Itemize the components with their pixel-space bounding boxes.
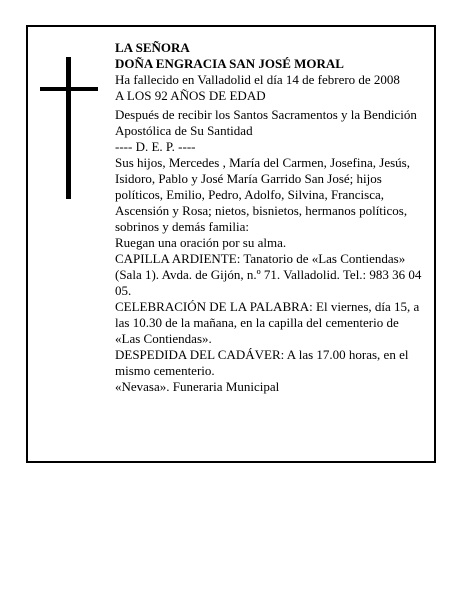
obituary-frame (26, 25, 436, 463)
deceased-name: DOÑA ENGRACIA SAN JOSÉ MORAL (115, 56, 344, 71)
cross-icon (66, 57, 71, 199)
obituary-text (115, 40, 427, 395)
age: A LOS 92 AÑOS DE EDAD (115, 88, 266, 103)
celebration-text: El viernes, día 15, a las 10.30 de la mañana, en la capilla del cementerio de «Las Contiendas». (115, 299, 420, 346)
chapel-label: CAPILLA ARDIENTE: (115, 251, 241, 266)
chapel-text: Tanatorio de «Las Contiendas» (Sala 1). Avda. de Gijón, n.º 71. Valladolid. Tel.: 983 36 04 05. (115, 251, 422, 298)
celebration-label: CELEBRACIÓN DE LA PALABRA: (115, 299, 313, 314)
funeral-home: «Nevasa». Funeraria Municipal (115, 379, 280, 394)
chapel-info (115, 251, 427, 299)
farewell-label: DESPEDIDA DEL CADÁVER: (115, 347, 285, 362)
sacraments: Después de recibir los Santos Sacramentos y la Bendición Apostólica de Su Santidad (115, 107, 417, 138)
cross-crossbar (40, 87, 98, 91)
farewell-text: A las 17.00 horas, en el mismo cementerio. (115, 347, 409, 378)
prayer-request: Ruegan una oración por su alma. (115, 235, 287, 250)
rip: ---- D. E. P. ---- (115, 139, 196, 154)
title-la-senora: LA SEÑORA (115, 40, 190, 55)
death-info: Ha fallecido en Valladolid el día 14 de febrero de 2008 (115, 72, 400, 87)
family-list: Sus hijos, Mercedes , María del Carmen, Josefina, Jesús, Isidoro, Pablo y José María Garrido San José; hijos políticos, Emilio, Pedro, Adolfo, Silvina, Francisca, Ascensión y Rosa; nietos, bisnietos, hermanos políticos, sobrinos y demás familia: (115, 155, 410, 234)
farewell-info (115, 347, 427, 379)
celebration-info (115, 299, 427, 347)
